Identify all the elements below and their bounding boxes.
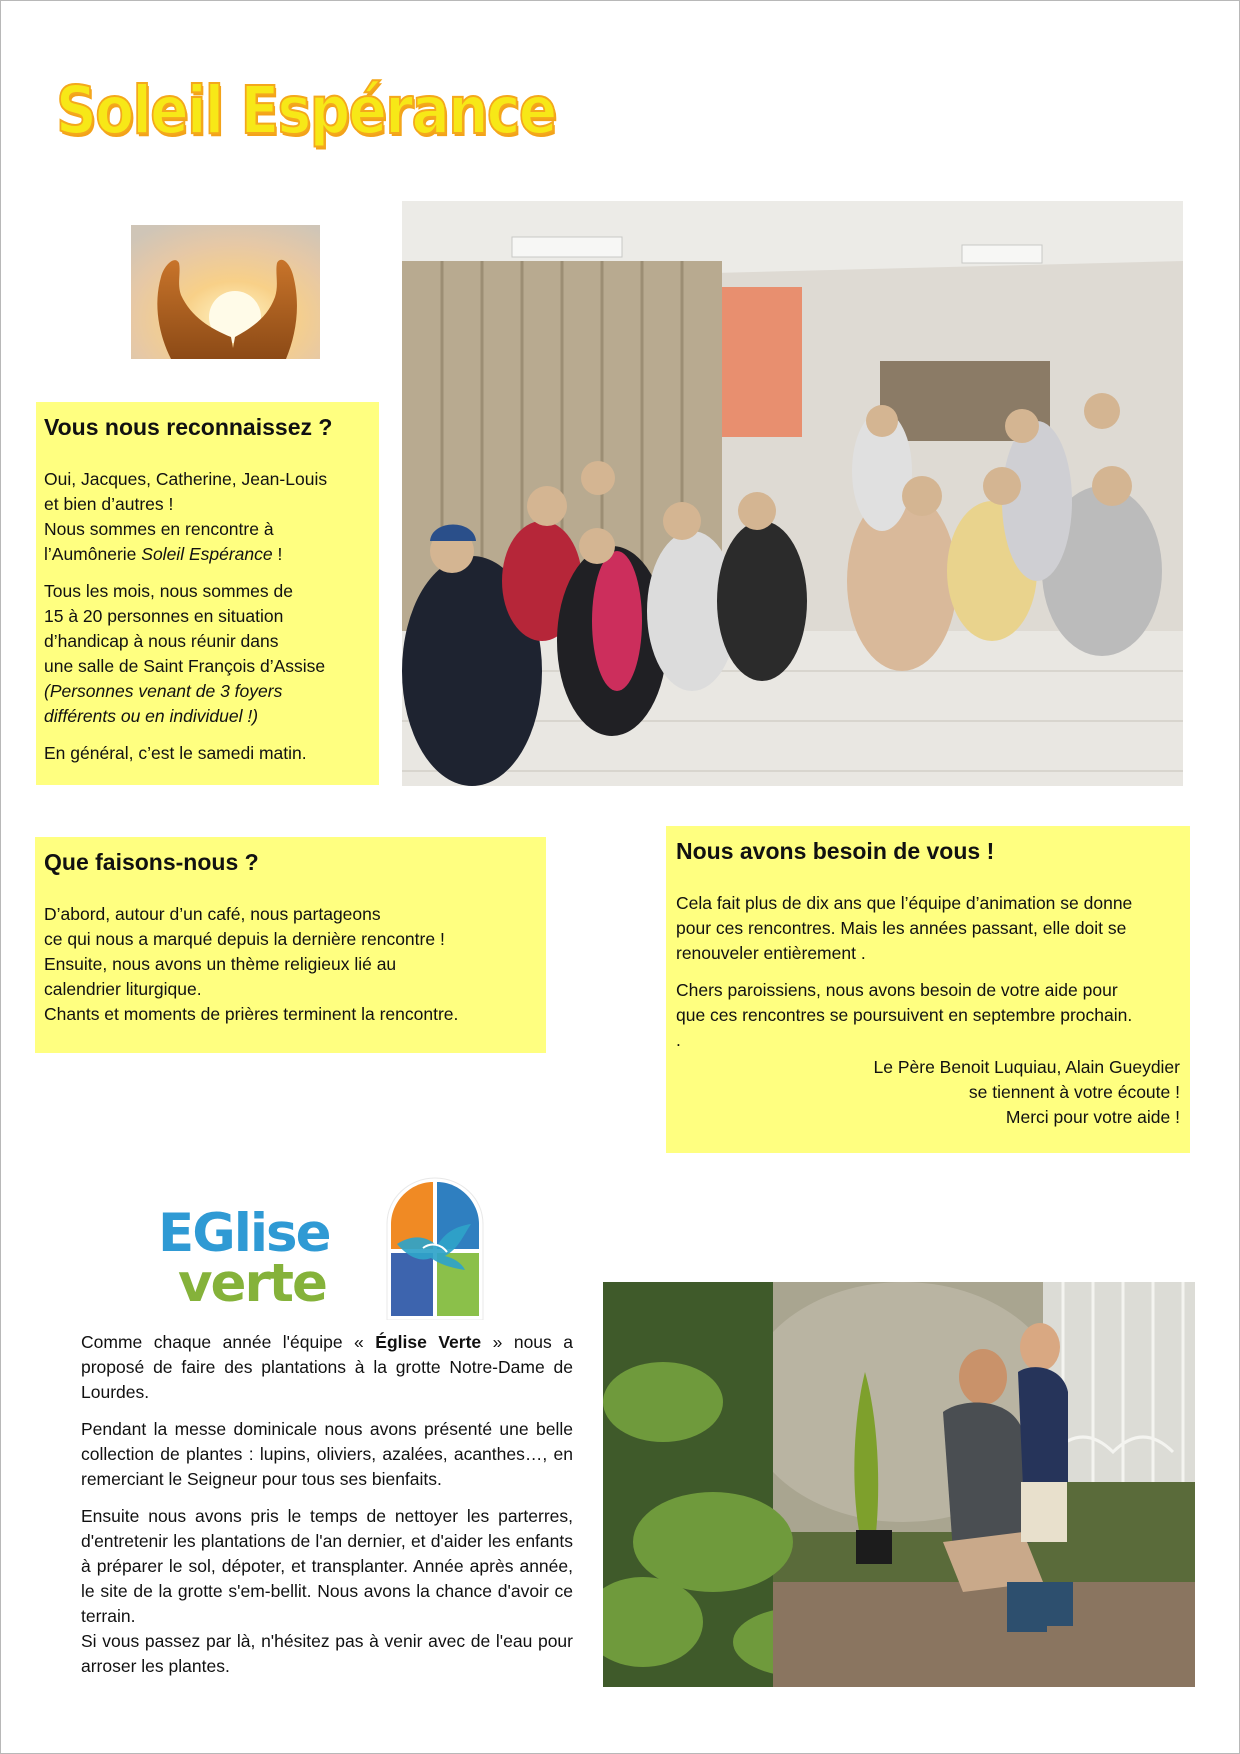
recognize-line: et bien d’autres !: [44, 494, 174, 514]
what-heading: Que faisons-nous ?: [44, 849, 259, 875]
verte-text-span: Comme chaque année l'équipe «: [81, 1332, 376, 1352]
recognize-italic-line: différents ou en individuel !): [44, 706, 259, 726]
verte-paragraph-4: Si vous passez par là, n'hésitez pas à venir avec de l'eau pour arroser les plantes.: [81, 1631, 573, 1676]
recognize-paragraph-1: [44, 467, 371, 567]
verte-paragraph-1: [81, 1330, 573, 1405]
what-paragraph: [44, 902, 537, 1027]
signature-line: Merci pour votre aide !: [1005, 1107, 1180, 1127]
recognize-line: 15 à 20 personnes en situation: [44, 606, 284, 626]
hands-sun-image: [131, 225, 320, 359]
need-line: que ces rencontres se poursuivent en septembre prochain.: [676, 1005, 1133, 1025]
recognize-line: l’Aumônerie: [44, 544, 142, 564]
what-line: D’abord, autour d’un café, nous partageons: [44, 904, 381, 924]
verte-text-span: » nous a proposé de faire des plantations à la grotte Notre-Dame de Lourdes.: [81, 1332, 574, 1402]
recognize-line: Nous sommes en rencontre à: [44, 519, 274, 539]
need-heading: Nous avons besoin de vous !: [676, 838, 995, 864]
need-line: pour ces rencontres. Mais les années passant, elle doit se: [676, 918, 1127, 938]
need-line: renouveler entièrement .: [676, 943, 866, 963]
need-box: [666, 826, 1190, 1153]
recognize-line: !: [272, 544, 283, 564]
what-line: Chants et moments de prières terminent la rencontre.: [44, 1004, 459, 1024]
recognize-italic-line: (Personnes venant de 3 foyers: [44, 681, 283, 701]
what-box: [35, 837, 546, 1053]
recognize-heading: Vous nous reconnaissez ?: [44, 414, 333, 440]
logo-word-eglise: EGlise: [158, 1203, 330, 1264]
eglise-verte-text: [81, 1330, 573, 1679]
need-paragraph-2: [676, 978, 1180, 1053]
recognize-line: Oui, Jacques, Catherine, Jean-Louis: [44, 469, 328, 489]
what-line: calendrier liturgique.: [44, 979, 202, 999]
recognize-line: Tous les mois, nous sommes de: [44, 581, 293, 601]
eglise-verte-logo: [158, 1170, 488, 1320]
group-photo: [402, 201, 1183, 786]
what-line: ce qui nous a marqué depuis la dernière rencontre !: [44, 929, 445, 949]
recognize-box: [36, 402, 379, 785]
verte-paragraph-3: Ensuite nous avons pris le temps de nettoyer les parterres, d'entretenir les plantations de l'an dernier, et d'aider les enfants à préparer le sol, dépoter, et transplanter. Année après année, le site de la grotte s'em-bellit. Nous avons la chance d'avoir ce terrain.: [81, 1506, 573, 1626]
need-signature: [676, 1055, 1180, 1130]
recognize-line: une salle de Saint François d’Assise: [44, 656, 326, 676]
need-line: Cela fait plus de dix ans que l’équipe d’animation se donne: [676, 893, 1133, 913]
need-paragraph-1: [676, 891, 1180, 966]
signature-line: se tiennent à votre écoute !: [968, 1082, 1180, 1102]
what-line: Ensuite, nous avons un thème religieux lié au: [44, 954, 397, 974]
logo-word-verte: verte: [178, 1253, 326, 1314]
garden-photo: [603, 1282, 1195, 1687]
recognize-paragraph-2: [44, 579, 371, 729]
aumonerie-name: Soleil Espérance: [141, 544, 273, 564]
need-line: Chers paroissiens, nous avons besoin de votre aide pour: [676, 980, 1118, 1000]
page-title: Soleil Espérance: [56, 72, 556, 149]
eglise-verte-name: Église Verte: [375, 1332, 482, 1352]
recognize-paragraph-3: En général, c’est le samedi matin.: [44, 743, 307, 763]
need-line: .: [676, 1030, 681, 1050]
recognize-line: d’handicap à nous réunir dans: [44, 631, 279, 651]
signature-line: Le Père Benoit Luquiau, Alain Gueydier: [873, 1057, 1180, 1077]
verte-paragraph-2: Pendant la messe dominicale nous avons présenté une belle collection de plantes : lupins, oliviers, azalées, acanthes…, en remerciant le Seigneur pour tous ses bienfaits.: [81, 1419, 573, 1489]
logo-window-dove-icon: [383, 1174, 488, 1320]
